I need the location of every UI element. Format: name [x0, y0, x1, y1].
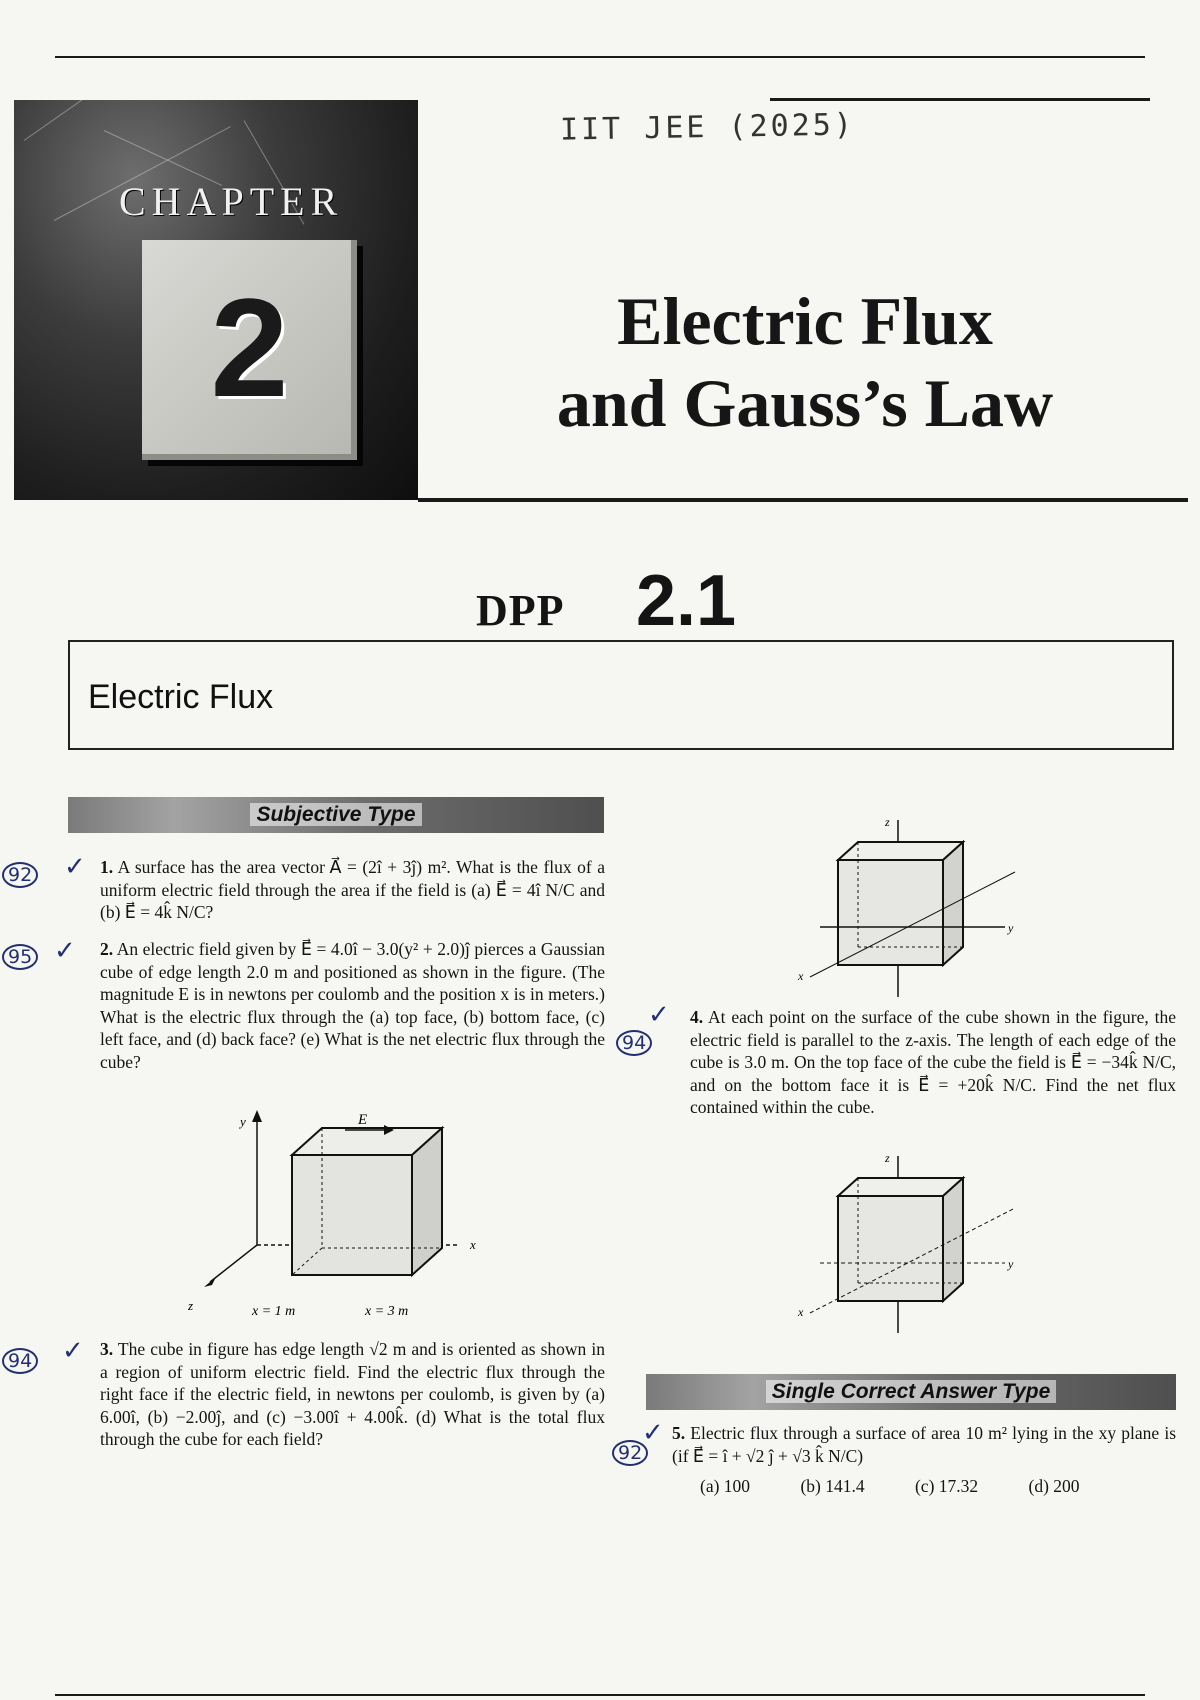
margin-note-q4: 94: [616, 1030, 652, 1056]
check-mark-icon: ✓: [64, 852, 86, 882]
subjective-type-banner: [68, 797, 604, 833]
dpp-label: DPP: [476, 586, 565, 635]
check-mark-icon: ✓: [648, 1000, 670, 1030]
y-axis-label: y: [1008, 921, 1014, 935]
option-b: (b) 141.4: [800, 1476, 865, 1496]
title-underline: [418, 498, 1188, 502]
right-top-stroke: [770, 98, 1150, 101]
option-c: (c) 17.32: [914, 1476, 979, 1496]
question-number: 5.: [672, 1423, 686, 1443]
question-number: 1.: [100, 857, 114, 877]
z-axis-label: z: [885, 815, 890, 829]
z-axis-label: z: [885, 1151, 890, 1165]
single-correct-label: Single Correct Answer Type: [766, 1380, 1057, 1403]
check-mark-icon: ✓: [642, 1418, 664, 1448]
question-number: 4.: [690, 1007, 704, 1027]
margin-note-q3: 94: [2, 1348, 38, 1374]
y-axis-label: y: [240, 1114, 246, 1129]
x-axis-label: x: [470, 1237, 476, 1252]
x1-label: x = 1 m: [252, 1304, 296, 1319]
chapter-block: [14, 100, 418, 500]
x-axis-label: x: [798, 1305, 804, 1319]
figure-cube-top: [790, 812, 1020, 1002]
x2-label: x = 3 m: [365, 1304, 409, 1319]
figure-cube-bottom: [790, 1148, 1020, 1338]
single-correct-banner: [646, 1374, 1176, 1410]
check-mark-icon: ✓: [62, 1336, 84, 1366]
margin-note-q2: 95: [2, 944, 38, 970]
question-text: A surface has the area vector A⃗ = (2î + 3ĵ) m². What is the flux of a uniform electric field through the area if the field is (a) E⃗ = 4î N/C and (b) E⃗ = 4k̂ N/C?: [100, 857, 605, 922]
section-title: Electric Flux: [88, 678, 274, 716]
chapter-number-tile: [142, 240, 357, 460]
y-axis-label: y: [1008, 1257, 1014, 1271]
chapter-title-line1: Electric Flux: [617, 283, 993, 359]
x-axis-label: x: [798, 969, 804, 983]
question-5-options: [700, 1476, 1126, 1497]
chapter-title-line2: and Gauss’s Law: [556, 365, 1054, 441]
question-text: An electric field given by E⃗ = 4.0î − 3.0(y² + 2.0)ĵ pierces a Gaussian cube of edge length 2.0 m and positioned as shown in the figure. (The magnitude E is in newtons per coulomb and the position x is in meters.) What is the electric flux through the (a) top face, (b) bottom face, (c) left face, and (d) back face? (e) What is the net electric flux through the cube?: [100, 939, 605, 1072]
option-d: (d) 200: [1028, 1476, 1080, 1496]
question-1: [100, 856, 605, 924]
question-4: [690, 1006, 1176, 1119]
dpp-number: 2.1: [636, 561, 737, 641]
subjective-type-label: Subjective Type: [250, 803, 421, 826]
question-number: 2.: [100, 939, 114, 959]
check-mark-icon: ✓: [54, 936, 76, 966]
top-rule: [55, 56, 1145, 58]
margin-note-q1: 92: [2, 862, 38, 888]
question-text: At each point on the surface of the cube shown in the figure, the electric field is parallel to the z-axis. The length of each edge of the cube is 3.0 m. On the top face of the cube the field is E⃗ = −34k̂ N/C, and on the bottom face it is E⃗ = +20k̂ N/C. Find the net flux contained within the cube.: [690, 1007, 1176, 1117]
question-number: 3.: [100, 1339, 114, 1359]
question-text: Electric flux through a surface of area 10 m² lying in the xy plane is (if E⃗ = î + √2 ĵ + √3 k̂ N/C): [672, 1423, 1177, 1466]
question-3: [100, 1338, 605, 1451]
chapter-title: [480, 280, 1130, 444]
z-axis-label: z: [188, 1298, 194, 1313]
chapter-number: 2: [210, 269, 289, 426]
margin-note-q3-end: 92: [612, 1440, 648, 1466]
question-2: [100, 938, 605, 1073]
figure-gaussian-cube: [180, 1110, 510, 1325]
bottom-rule: [55, 1694, 1145, 1696]
chapter-label: CHAPTER: [119, 179, 344, 224]
question-text: The cube in figure has edge length √2 m and is oriented as shown in a region of uniform electric field. Find the electric flux through the right face if the electric field, in newtons per coulomb, is given by (a) 6.00î, (b) −2.00ĵ, and (c) −3.00î + 4.00k̂. (d) What is the total flux through the cube for each field?: [100, 1339, 606, 1449]
section-heading-box: [68, 640, 1174, 750]
question-5: [672, 1422, 1176, 1467]
option-a: (a) 100: [700, 1476, 751, 1496]
handwritten-exam-note: IIT JEE (2025): [559, 107, 856, 148]
field-label: E: [358, 1112, 368, 1128]
